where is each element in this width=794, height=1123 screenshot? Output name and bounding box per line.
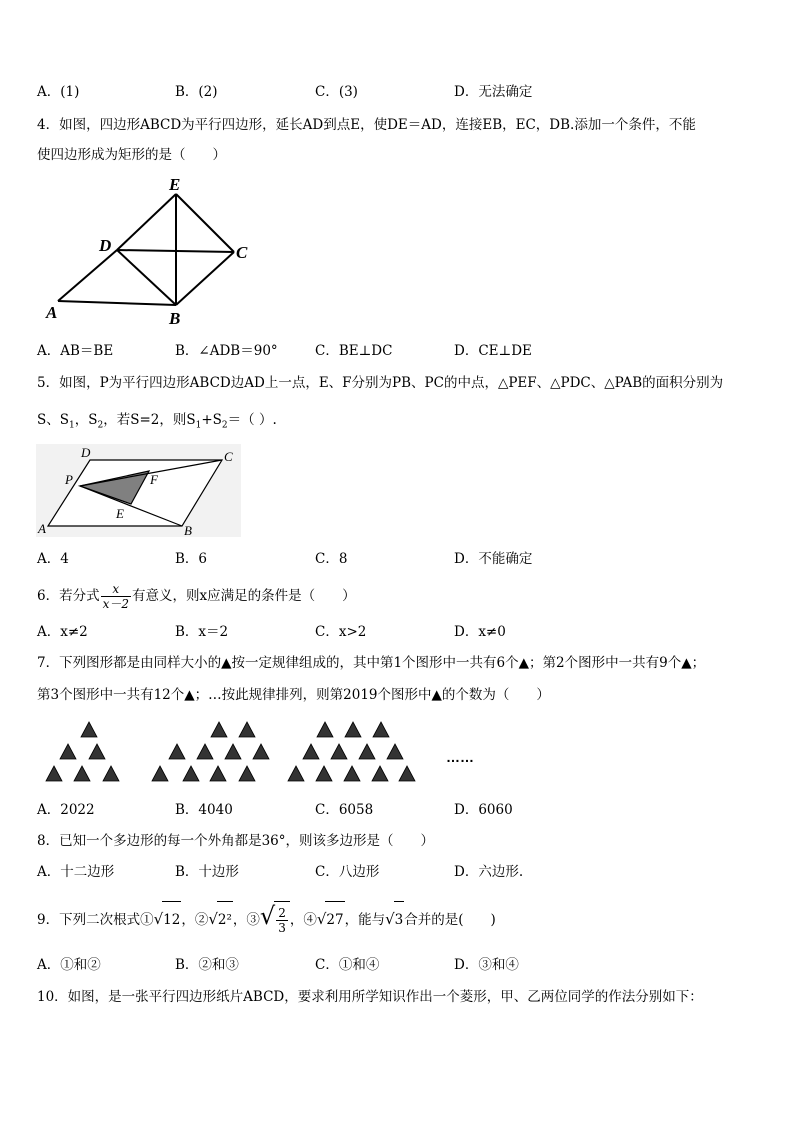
q7-figure	[40, 716, 490, 788]
q5-label-a: A	[38, 521, 46, 536]
q5-option-a: A．4	[37, 551, 69, 567]
q4-option-c: C．BE⊥DC	[315, 343, 393, 359]
q5-stem-line1: 5．如图，P为平行四边形ABCD边AD上一点，E、F分别为PB、PC的中点，△PEF、△PDC、△PAB的面积分别为	[37, 375, 724, 391]
q3-option-c: C．(3)	[315, 84, 358, 100]
q7-option-a: A．2022	[37, 802, 95, 818]
q7-option-d: D．6060	[454, 802, 513, 818]
q4-label-e: E	[169, 175, 181, 194]
q3-option-b: B．(2)	[175, 84, 218, 100]
q9-option-a: A．①和②	[37, 957, 101, 973]
q5-option-c: C．8	[315, 551, 348, 567]
q3-option-a: A．(1)	[37, 84, 80, 100]
q5-option-d: D．不能确定	[454, 551, 533, 567]
q6-option-b: B．x＝2	[175, 624, 229, 640]
q4-stem-line1: 4．如图，四边形ABCD为平行四边形，延长AD到点E，使DE＝AD，连接EB，EC，DB.添加一个条件，不能	[37, 117, 696, 133]
q8-option-d: D．六边形.	[454, 864, 524, 880]
q9-stem: 9．下列二次根式①√12，②√2²，③√ $\frac{2}{3}$ ，④√27，能与√3合并的是( )	[37, 898, 496, 938]
q4-stem-line2: 使四边形成为矩形的是（ ）	[37, 147, 226, 163]
q4-option-d: D．CE⊥DE	[454, 343, 532, 359]
q5-label-f: F	[150, 472, 158, 487]
q8-stem: 8．已知一个多边形的每一个外角都是36°，则该多边形是（ ）	[37, 833, 435, 849]
q5-option-b: B．6	[175, 551, 208, 567]
q9-option-d: D．③和④	[454, 957, 519, 973]
q4-option-b: B．∠ADB＝90°	[175, 343, 278, 359]
q6-fraction: $\frac{x}{x-2}$	[102, 582, 129, 611]
q8-option-c: C．八边形	[315, 864, 380, 880]
q10-stem: 10．如图，是一张平行四边形纸片ABCD，要求利用所学知识作出一个菱形，甲、乙两位同学的作法分别如下：	[37, 989, 703, 1005]
q7-stem-line1: 7．下列图形都是由同样大小的▲按一定规律组成的，其中第1个图形中一共有6个▲；第2个图形中一共有9个▲；	[37, 655, 706, 671]
q7-option-c: C．6058	[315, 802, 374, 818]
q7-ellipsis: ……	[446, 749, 474, 765]
q5-figure	[36, 444, 241, 537]
q9-option-c: C．①和④	[315, 957, 380, 973]
q4-figure	[40, 172, 265, 330]
q9-option-b: B．②和③	[175, 957, 239, 973]
q5-label-c: C	[224, 449, 233, 464]
q5-label-d: D	[81, 445, 91, 460]
q3-option-d: D．无法确定	[454, 84, 533, 100]
q6-option-a: A．x≠2	[37, 624, 88, 640]
q7-option-b: B．4040	[175, 802, 233, 818]
q8-option-b: B．十边形	[175, 864, 239, 880]
q5-label-p: P	[65, 472, 73, 487]
q4-label-a: A	[46, 303, 58, 322]
q4-label-b: B	[169, 309, 181, 328]
q6-option-c: C．x>2	[315, 624, 367, 640]
q7-stem-line2: 第3个图形中一共有12个▲；…按此规律排列，则第2019个图形中▲的个数为（ ）	[37, 687, 550, 703]
q4-label-c: C	[236, 243, 248, 262]
q4-label-d: D	[99, 236, 112, 255]
q4-option-a: A．AB＝BE	[37, 343, 114, 359]
q8-option-a: A．十二边形	[37, 864, 115, 880]
q5-label-e: E	[116, 506, 124, 521]
q5-label-b: B	[184, 523, 192, 537]
q6-stem: 6．若分式 $\frac{x}{x-2}$ 有意义，则x应满足的条件是（ ）	[37, 582, 356, 611]
q5-stem-line2: S、$S_1$，$S_2$，若S=2，则$S_1+S_2=$（ ）.	[37, 412, 277, 431]
q6-option-d: D．x≠0	[454, 624, 506, 640]
